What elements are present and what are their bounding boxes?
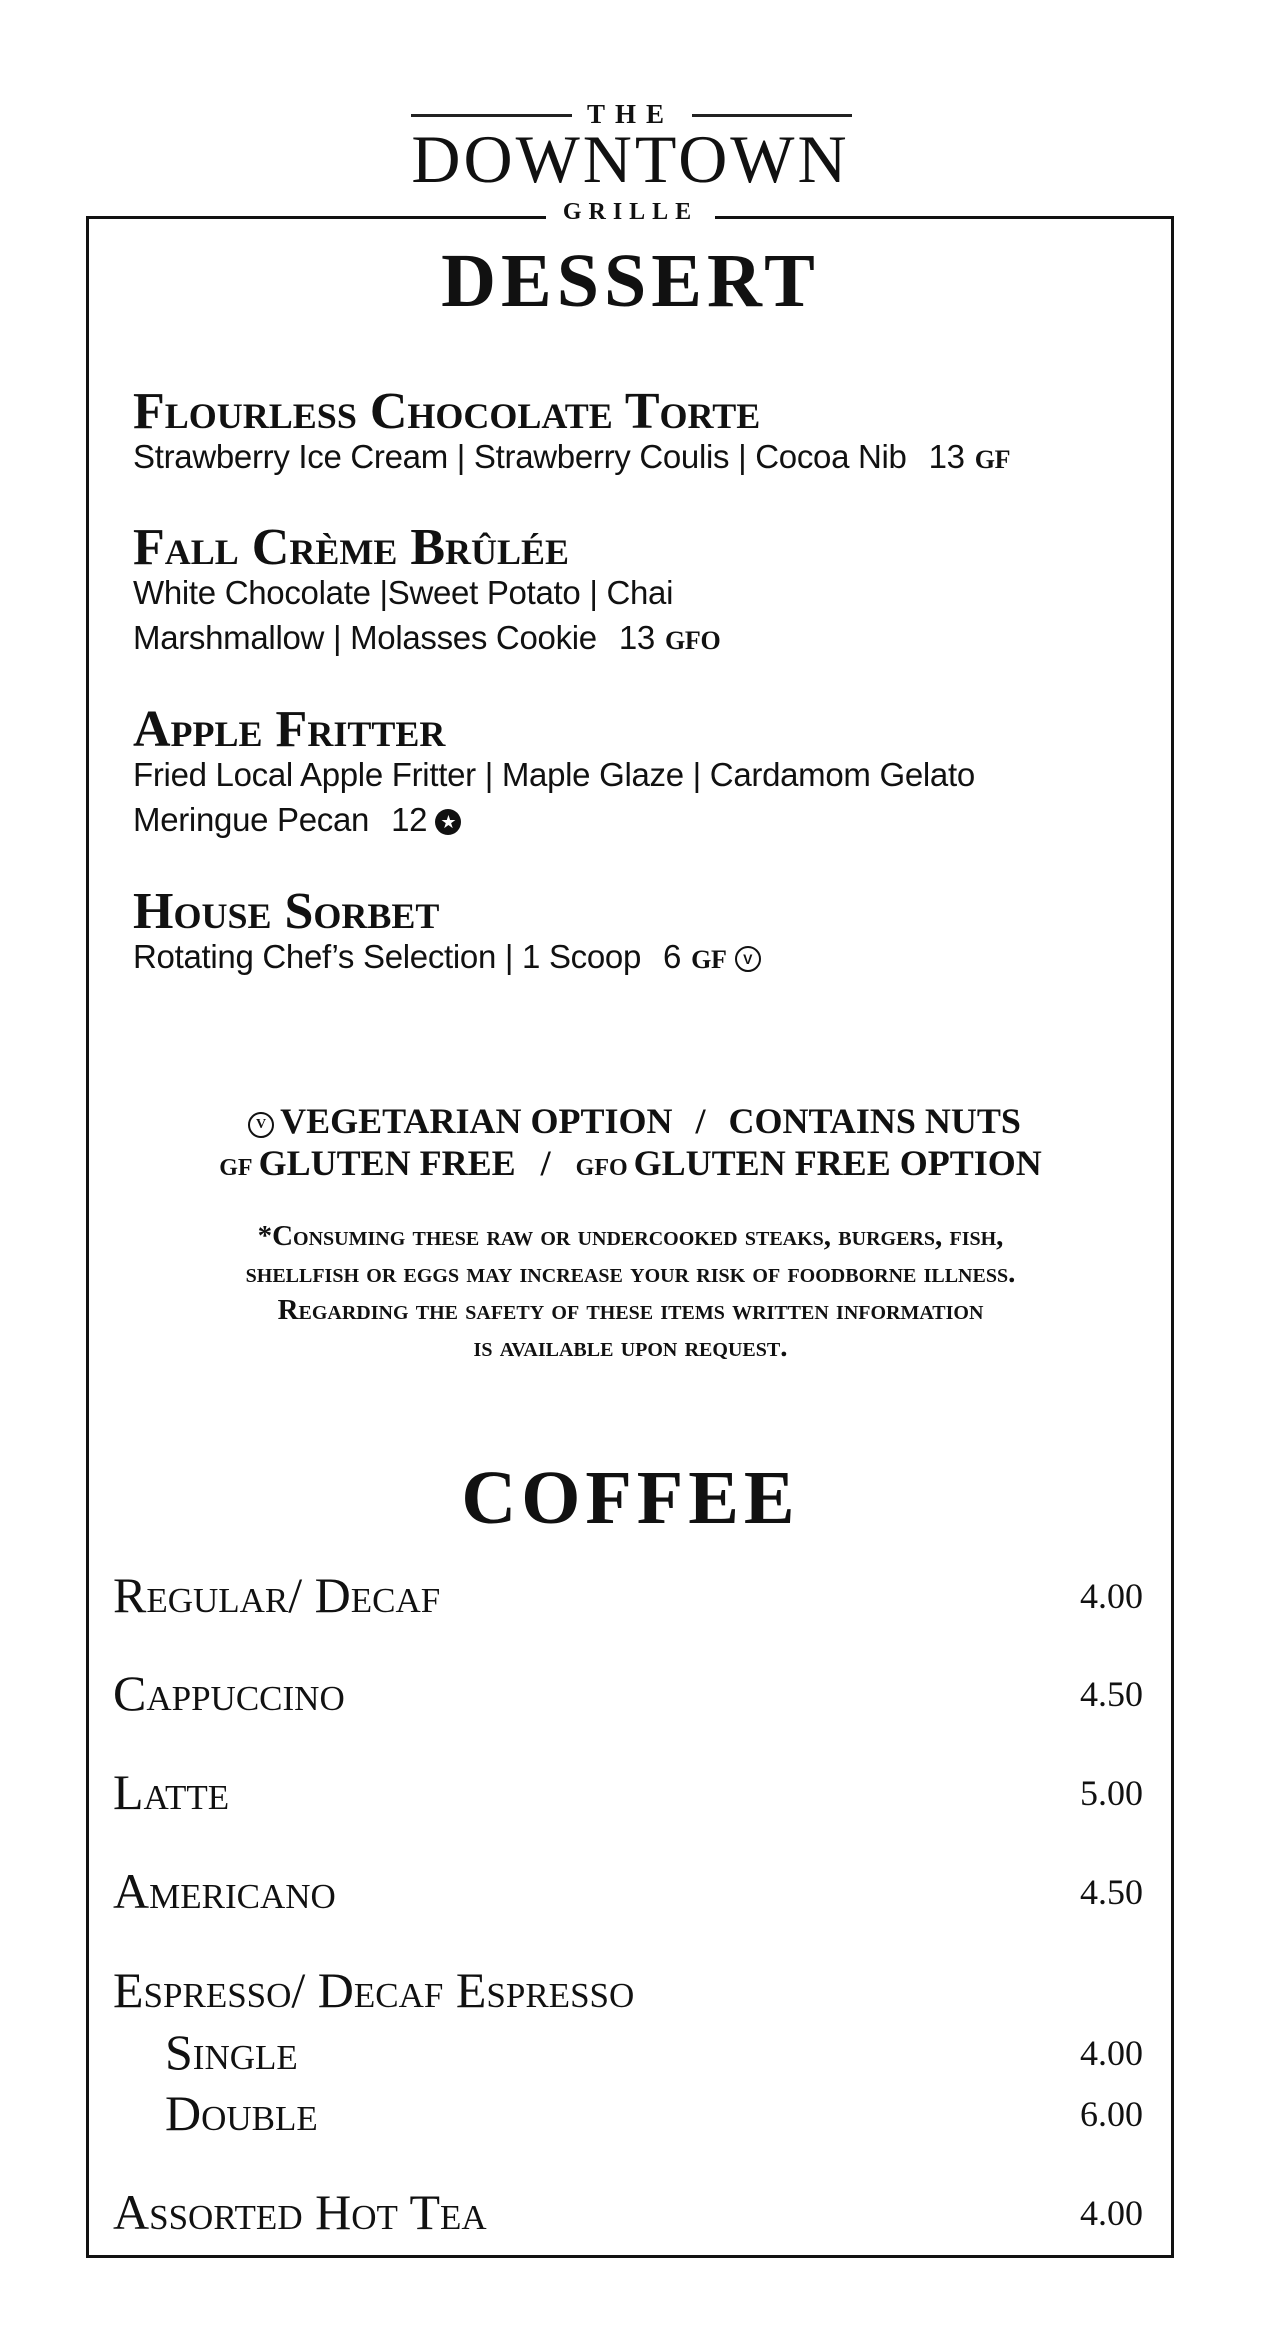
dessert-item-desc: White Chocolate |Sweet Potato | Chai Marshmallow | Molasses Cookie 13 GFO: [133, 574, 721, 656]
dessert-item-price: 6: [663, 938, 682, 975]
dessert-item-price: 13: [618, 618, 655, 656]
legend-line-1: V VEGETARIAN OPTION / CONTAINS NUTS: [0, 1100, 1261, 1142]
vegetarian-icon: V: [248, 1112, 274, 1138]
coffee-title: COFFEE: [461, 1456, 800, 1540]
coffee-price: 4.00: [1080, 2193, 1143, 2233]
food-safety-warning: *Consuming these raw or undercooked steaks, burgers, fish, shellfish or eggs may increase your risk of foodborne illness. Regarding the safety of these items written information is available upon request.: [245, 1220, 1016, 1364]
dessert-item-name: Apple Fritter: [133, 701, 446, 758]
dessert-item-desc: Rotating Chef’s Selection | 1 Scoop 6 GF V: [133, 935, 761, 980]
coffee-price: 6.00: [1080, 2094, 1143, 2134]
logo-the: THE: [586, 99, 675, 129]
coffee-price: 4.00: [1080, 1576, 1143, 1616]
dessert-item-name: House Sorbet: [133, 883, 440, 940]
frame-bottom: [86, 2255, 1174, 2258]
frame-top-right: [715, 216, 1174, 219]
gf-tag: GF: [974, 445, 1011, 474]
logo-downtown: DOWNTOWN: [411, 121, 850, 197]
dessert-item-desc: Fried Local Apple Fritter | Maple Glaze | Cardamom Gelato Meringue Pecan 12 ★: [133, 756, 975, 838]
legend-line-2: GF GLUTEN FREE / GFO GLUTEN FREE OPTION: [219, 1143, 1042, 1183]
coffee-price: 4.50: [1080, 1674, 1143, 1714]
dessert-item-price: 12: [391, 800, 428, 838]
frame-top-left: [86, 216, 546, 219]
gfo-tag: GFO: [664, 625, 721, 655]
gfo-abbr: GFO: [575, 1155, 628, 1181]
gf-tag: GF: [691, 945, 727, 974]
vegetarian-icon: V: [735, 946, 761, 972]
logo-grille: GRILLE: [562, 199, 699, 225]
dessert-item-name: Fall Crème Brûlée: [133, 519, 570, 576]
dessert-title: DESSERT: [441, 239, 820, 323]
nut-star-icon: ★: [435, 809, 461, 835]
dessert-item-name: Flourless Chocolate Torte: [133, 383, 761, 440]
dessert-item-price: 13: [928, 438, 965, 475]
coffee-price: 5.00: [1080, 1773, 1143, 1813]
coffee-price: 4.50: [1080, 1872, 1143, 1912]
coffee-price: 4.00: [1080, 2033, 1143, 2073]
gf-abbr: GF: [219, 1155, 253, 1181]
dessert-item-desc: Strawberry Ice Cream | Strawberry Coulis | Cocoa Nib 13 GF: [133, 438, 1011, 475]
